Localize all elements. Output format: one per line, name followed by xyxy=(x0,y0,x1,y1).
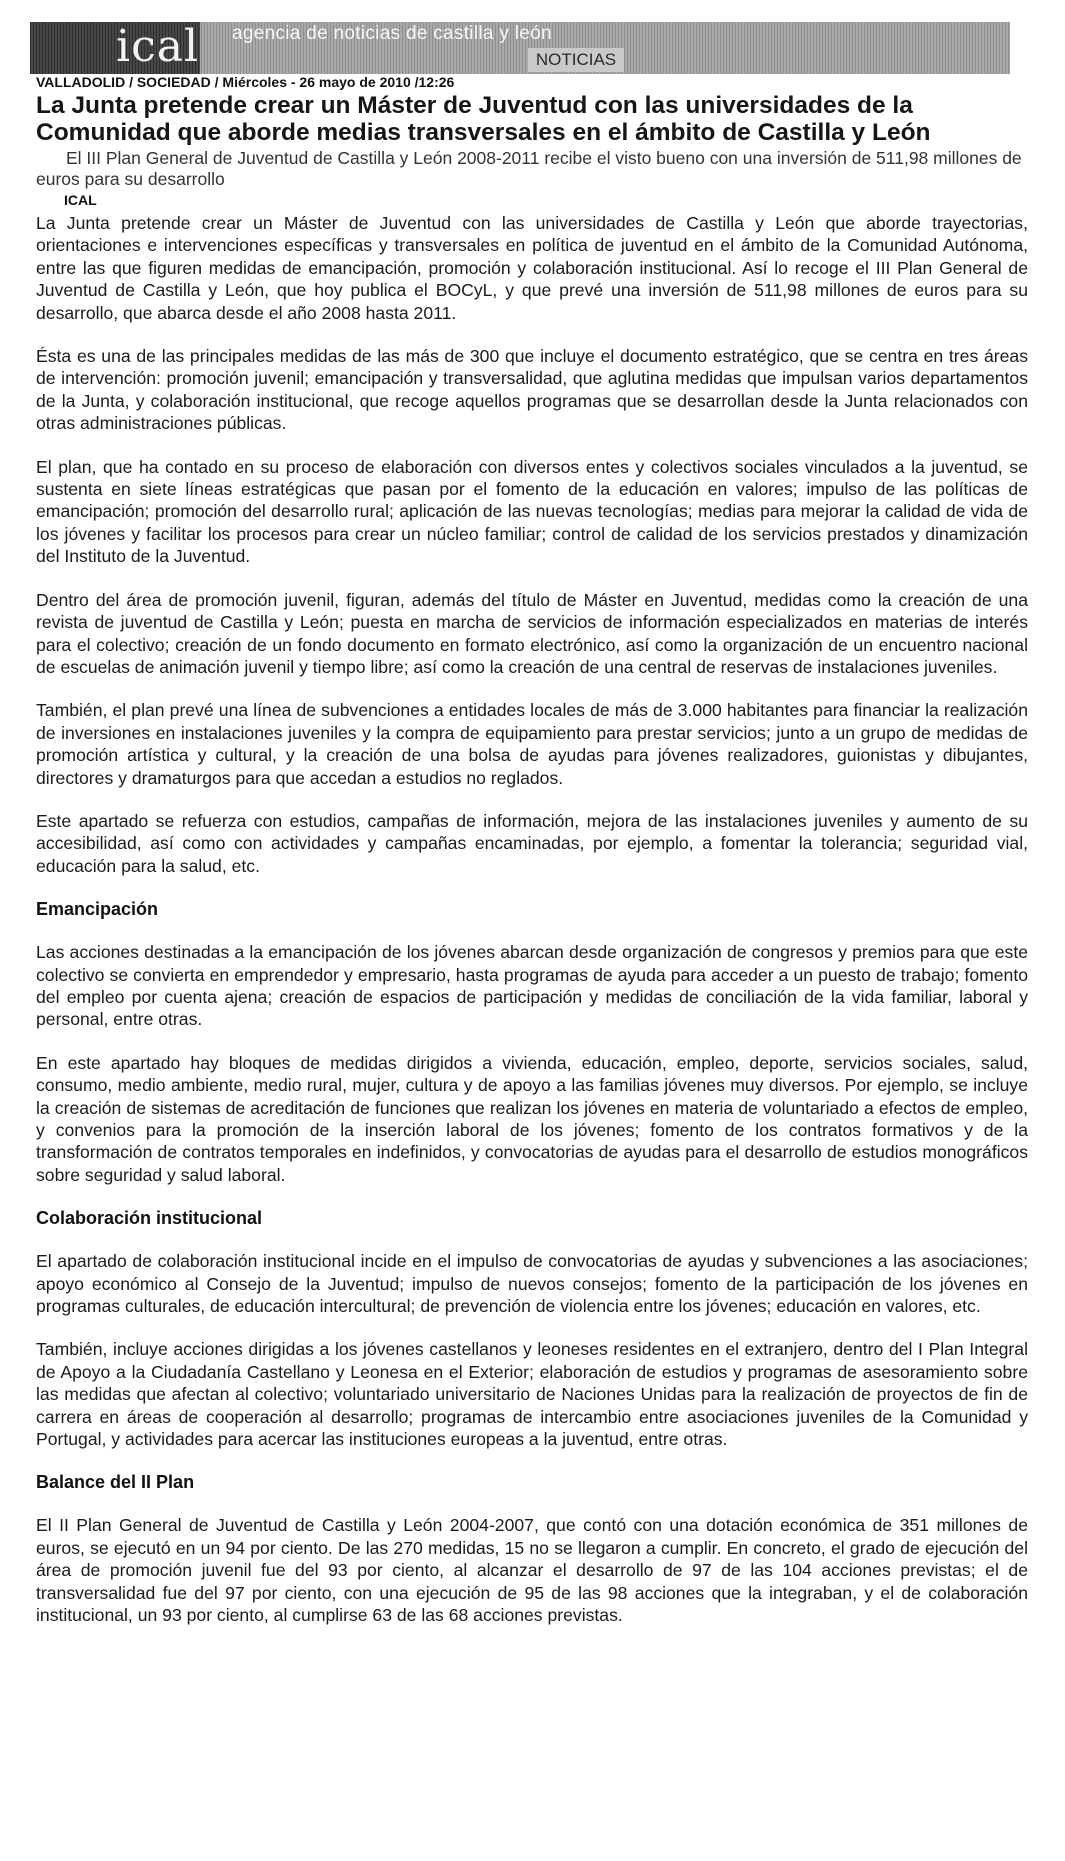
agency-credit: ICAL xyxy=(64,192,97,208)
section-label: NOTICIAS xyxy=(528,48,624,72)
section-heading-emancipacion: Emancipación xyxy=(36,899,159,920)
article-paragraph: El plan, que ha contado en su proceso de elaboración con diversos entes y colectivos sociales vinculados a la juventud, se sustenta en siete líneas estratégicas que pasan por el fomento de la educación en valores; impulso de las políticas de emancipación; promoción del desarrollo rural; aplicación de las nuevas tecnologías; medias para mejorar la calidad de vida de los jóvenes y facilitar los procesos para crear un núcleo familiar; control de calidad de los servicios prestados y dinamización del Instituto de la Juventud. xyxy=(36,456,1028,567)
section-heading-balance: Balance del II Plan xyxy=(36,1472,195,1493)
article-paragraph: Ésta es una de las principales medidas de las más de 300 que incluye el documento estratégico, que se centra en tres áreas de intervención: promoción juvenil; emancipación y transversalidad, que aglutina medidas que impulsan varios departamentos de la Junta, y colaboración institucional, que recoge aquellos programas que se desarrollan desde la Junta relacionados con otras administraciones públicas. xyxy=(36,346,1028,434)
article-paragraph: En este apartado hay bloques de medidas dirigidos a vivienda, educación, empleo, deporte, servicios sociales, salud, consumo, medio ambiente, medio rural, mujer, cultura y de apoyo a las familias jóvenes muy diversos. Por ejemplo, se incluye la creación de sistemas de acreditación de funciones que realizan los jóvenes en materia de voluntariado a efectos de empleo, y convenios para la promoción de la inserción laboral de los jóvenes; fomento de los contratos formativos y de la transformación de contratos temporales en indefinidos, y convocatorias de ayudas para el desarrollo de estudios monográficos sobre seguridad y salud laboral. xyxy=(36,1052,1028,1185)
agency-tagline: agencia de noticias de castilla y león xyxy=(232,23,552,44)
article-paragraph: Dentro del área de promoción juvenil, figuran, además del título de Máster en Juventud, medidas como la creación de una revista de juventud de Castilla y León; puesta en marcha de servicios de información especializados en materias de interés para el colectivo; creación de un fondo documento en formato electrónico, así como la organización de un encuentro nacional de escuelas de animación juvenil y tiempo libre; así como la creación de una central de reservas de instalaciones juveniles. xyxy=(36,589,1028,677)
dateline: VALLADOLID / SOCIEDAD / Miércoles - 26 mayo de 2010 /12:26 xyxy=(36,74,455,90)
article-paragraph: Las acciones destinadas a la emancipación de los jóvenes abarcan desde organización de congresos y premios para que este colectivo se convierta en emprendedor y empresario, hasta programas de ayuda para acceder a un puesto de trabajo; fomento del empleo por cuenta ajena; creación de espacios de participación y medidas de conciliación de la vida familiar, laboral y personal, entre otras. xyxy=(36,942,1028,1030)
article-paragraph: La Junta pretende crear un Máster de Juventud con las universidades de Castilla y León que aborde trayectorias, orientaciones e intervenciones específicas y transversales en política de juventud en el ámbito de la Comunidad Autónoma, entre las que figuren medidas de emancipación, promoción y colaboración institucional. Así lo recoge el III Plan General de Juventud de Castilla y León, que hoy publica el BOCyL, y que prevé una inversión de 511,98 millones de euros para su desarrollo, que abarca desde el año 2008 hasta 2011. xyxy=(36,213,1028,323)
headline: La Junta pretende crear un Máster de Juventud con las universidades de la Comunidad que aborde medias transversales en el ámbito de Castilla y León xyxy=(36,92,931,146)
article-paragraph: También, el plan prevé una línea de subvenciones a entidades locales de más de 3.000 habitantes para financiar la realización de inversiones en instalaciones juveniles y la compra de equipamiento para prestar servicios; junto a un grupo de medidas de promoción artística y cultural, y la creación de una bolsa de ayudas para jóvenes realizadores, guionistas y dibujantes, directores y dramaturgos para que accedan a estudios no reglados. xyxy=(36,700,1028,788)
section-heading-colaboracion: Colaboración institucional xyxy=(36,1208,263,1229)
article-body xyxy=(36,212,1028,1648)
ical-logo: ical xyxy=(116,22,200,72)
agency-banner xyxy=(30,22,1010,74)
article-paragraph: Este apartado se refuerza con estudios, campañas de información, mejora de las instalaciones juveniles y aumento de su accesibilidad, así como con actividades y campañas encaminadas, por ejemplo, a fomentar la tolerancia; seguridad vial, educación para la salud, etc. xyxy=(36,810,1028,876)
article-paragraph: El apartado de colaboración institucional incide en el impulso de convocatorias de ayudas y subvenciones a las asociaciones; apoyo económico al Consejo de la Juventud; impulso de nuevos consejos; fomento de la participación de los jóvenes en programas culturales, de educación intercultural; de prevención de violencia entre los jóvenes; educación en valores, etc. xyxy=(36,1251,1028,1317)
subheadline: El III Plan General de Juventud de Castilla y León 2008-2011 recibe el visto bueno con una inversión de 511,98 millones de euros para su desarrollo xyxy=(36,148,1022,189)
article-paragraph: El II Plan General de Juventud de Castilla y León 2004-2007, que contó con una dotación económica de 351 millones de euros, se ejecutó en un 94 por ciento. De las 270 medidas, 15 no se llegaron a cumplir. En concreto, el grado de ejecución del área de promoción juvenil fue del 93 por ciento, al alcanzar el desarrollo de 97 de las 104 acciones previstas; el de transversalidad fue del 97 por ciento, con una ejecución de 95 de las 98 acciones que la integraban, y el de colaboración institucional, un 93 por ciento, al cumplirse 63 de las 68 acciones previstas. xyxy=(36,1515,1028,1626)
article-paragraph: También, incluye acciones dirigidas a los jóvenes castellanos y leoneses residentes en el extranjero, dentro del I Plan Integral de Apoyo a la Ciudadanía Castellano y Leonesa en el Exterior; elaboración de estudios y programas de asesoramiento sobre las medidas que afectan al colectivo; voluntariado universitario de Naciones Unidas para la realización de proyectos de fin de carrera en áreas de cooperación al desarrollo; programas de intercambio entre asociaciones juveniles de la Comunidad y Portugal, y actividades para acercar las instituciones europeas a la juventud, entre otras. xyxy=(36,1339,1028,1450)
